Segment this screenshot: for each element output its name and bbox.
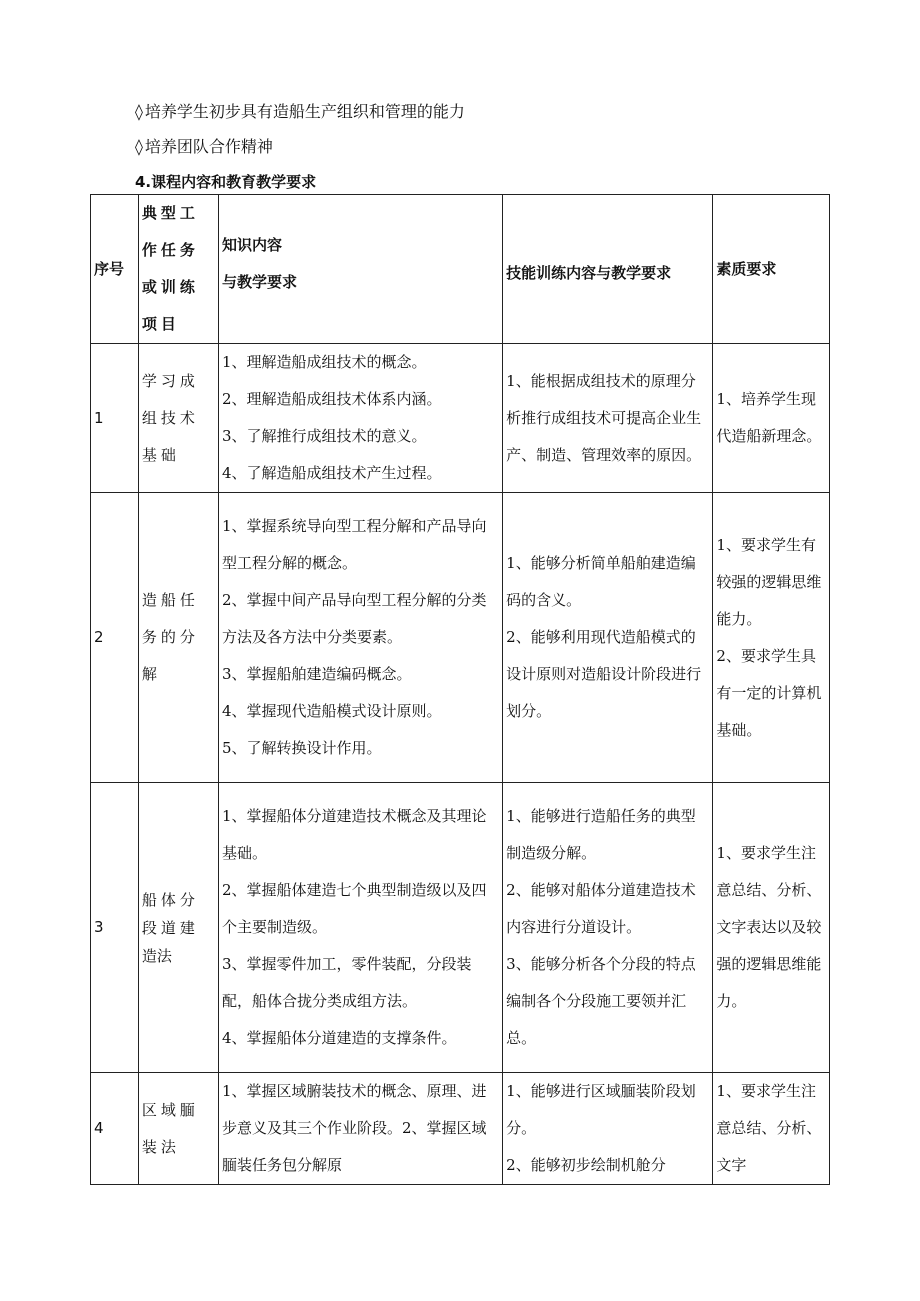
quality-item: 1、培养学生现代造船新理念。 <box>716 390 822 445</box>
knowledge-cell <box>219 783 503 1073</box>
course-content-table <box>90 194 830 1185</box>
quality-item: 1、要求学生有较强的逻辑思维能力。 <box>716 535 822 628</box>
skill-item: 1、能够分析简单船舶建造编码的含义。 <box>506 554 696 609</box>
knowledge-cell <box>219 1073 503 1185</box>
skill-item: 1、能够进行造船任务的典型制造级分解。 <box>506 807 696 862</box>
task-name: 学习成组技术基础 <box>138 344 218 493</box>
header-knowledge <box>219 195 503 344</box>
task-name <box>138 783 218 1073</box>
bullet-text: 培养团队合作精神 <box>144 137 273 156</box>
knowledge-item: 2、理解造船成组技术体系内涵。 <box>222 390 442 408</box>
skill-item: 1、能够进行区域腼装阶段划分。 <box>506 1082 696 1137</box>
row-number: 4 <box>91 1073 139 1185</box>
task-name-line: 造法 <box>141 946 172 965</box>
knowledge-item: 3、掌握零件加工，零件装配，分段装配，船体合拢分类成组方法。 <box>222 955 472 1010</box>
bullet-text: 培养学生初步具有造船生产组织和管理的能力 <box>144 102 465 121</box>
knowledge-item: 2、掌握中间产品导向型工程分解的分类方法及各方法中分类要素。 <box>222 591 487 646</box>
table-row <box>91 1073 830 1185</box>
skill-item: 2、能够利用现代造船模式的设计原则对造船设计阶段进行划分。 <box>506 628 702 720</box>
knowledge-item: 4、掌握现代造船模式设计原则。 <box>222 702 442 720</box>
knowledge-item: 1、理解造船成组技术的概念。 <box>222 353 427 371</box>
table-header-row <box>91 195 830 344</box>
skill-item: 1、能根据成组技术的原理分析推行成组技术可提高企业生产、制造、管理效率的原因。 <box>506 371 702 464</box>
quality-cell <box>713 1073 830 1185</box>
knowledge-item: 4、掌握船体分道建造的支撑条件。 <box>222 1029 457 1047</box>
header-quality: 素质要求 <box>713 195 830 344</box>
row-number: 1 <box>91 344 139 493</box>
quality-item: 2、要求学生具有一定的计算机基础。 <box>716 646 822 739</box>
bullet-item <box>135 137 273 157</box>
row-number: 3 <box>91 783 139 1073</box>
table-row <box>91 493 830 783</box>
knowledge-item: 4、了解造船成组技术产生过程。 <box>222 464 442 482</box>
quality-cell <box>713 783 830 1073</box>
diamond-bullet-icon: ◊ <box>135 102 143 121</box>
knowledge-item: 2、掌握船体建造七个典型制造级以及四个主要制造级。 <box>222 881 487 936</box>
knowledge-cell <box>219 344 503 493</box>
skill-cell <box>503 344 713 493</box>
bullet-item <box>135 102 465 122</box>
quality-cell <box>713 344 830 493</box>
quality-item: 1、要求学生注意总结、分析、文字 <box>716 1082 822 1174</box>
knowledge-item: 5、了解转换设计作用。 <box>222 739 382 757</box>
knowledge-item: 1、掌握系统导向型工程分解和产品导向型工程分解的概念。 <box>222 517 487 572</box>
knowledge-item: 1、掌握船体分道建造技术概念及其理论基础。 <box>222 807 487 862</box>
skill-cell <box>503 493 713 783</box>
table-row <box>91 783 830 1073</box>
skill-item: 2、能够对船体分道建造技术内容进行分道设计。 <box>506 881 696 936</box>
knowledge-cell <box>219 493 503 783</box>
diamond-bullet-icon: ◊ <box>135 137 143 156</box>
skill-cell <box>503 783 713 1073</box>
header-knowledge-line1: 知识内容 <box>222 236 283 254</box>
table-row <box>91 344 830 493</box>
task-name-line: 船体分段道建 <box>141 890 199 937</box>
header-task: 典型工作任务或训练项目 <box>138 195 218 344</box>
quality-item: 1、要求学生注意总结、分析、文字表达以及较强的逻辑思维能力。 <box>716 844 822 1010</box>
task-name: 造船任务的分解 <box>138 493 218 783</box>
skill-item: 3、能够分析各个分段的特点编制各个分段施工要领并汇总。 <box>506 955 696 1047</box>
header-knowledge-line2: 与教学要求 <box>222 273 298 291</box>
row-number: 2 <box>91 493 139 783</box>
task-name: 区域腼装法 <box>138 1073 218 1185</box>
knowledge-item: 3、掌握船舶建造编码概念。 <box>222 665 412 683</box>
header-no: 序号 <box>91 195 139 344</box>
knowledge-item: 3、了解推行成组技术的意义。 <box>222 427 427 445</box>
quality-cell <box>713 493 830 783</box>
skill-item: 2、能够初步绘制机舱分 <box>506 1156 666 1174</box>
knowledge-item: 1、掌握区域腑装技术的概念、原理、进步意义及其三个作业阶段。2、掌握区域腼装任务包分解原 <box>222 1082 487 1174</box>
skill-cell <box>503 1073 713 1185</box>
section-title: 4.课程内容和教育教学要求 <box>135 173 317 191</box>
header-skill: 技能训练内容与教学要求 <box>503 195 713 344</box>
